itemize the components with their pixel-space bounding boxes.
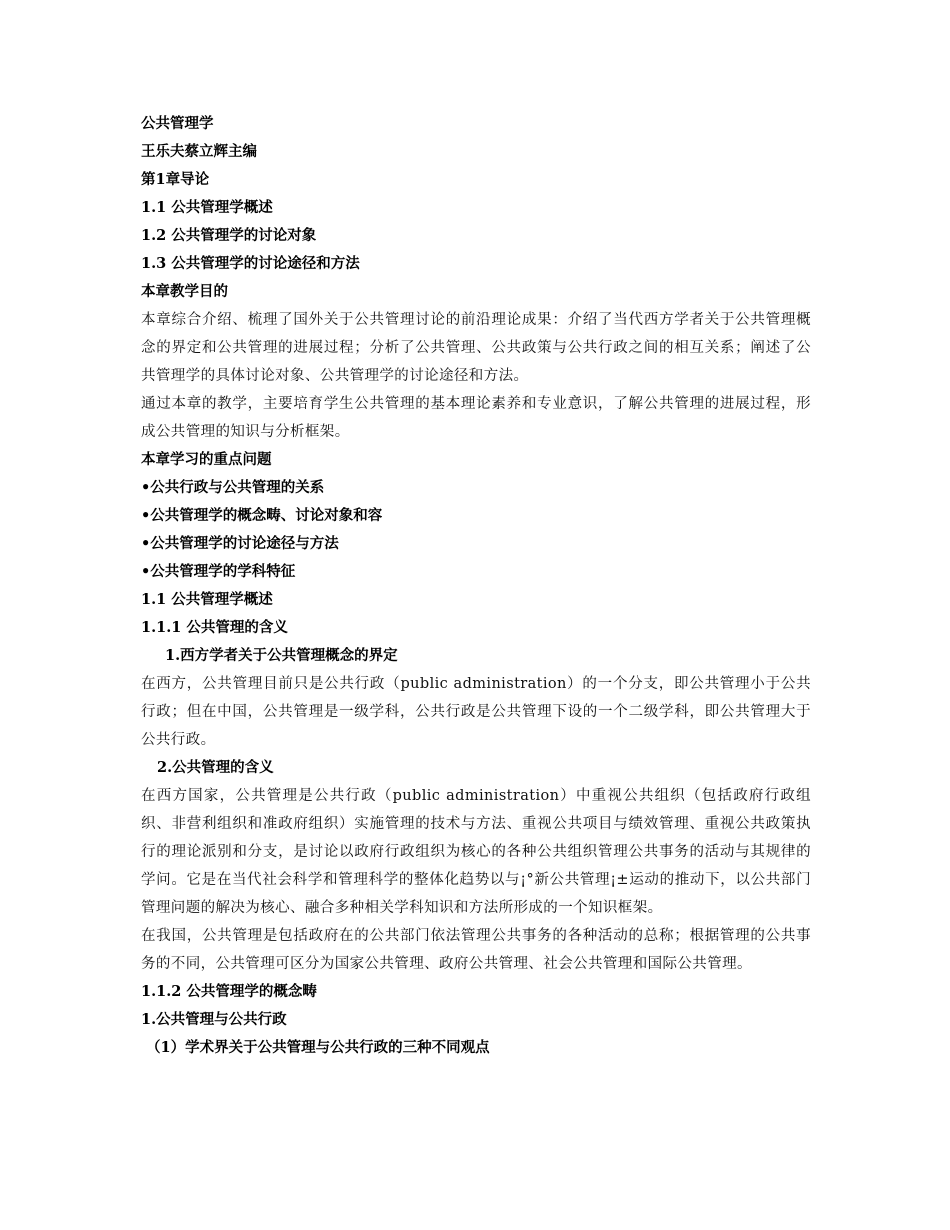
chapter-title: 第1章导论 — [141, 171, 210, 188]
objectives-heading: 本章教学目的 — [141, 283, 228, 300]
paragraph-china: 在我国，公共管理是包括政府在的公共部门依法管理公共事务的各种活动的总称；根据管理的公共事务的不同，公共管理可区分为国家公共管理、政府公共管理、社会公共管理和国际公共管理。 — [141, 928, 811, 972]
key-points-heading: 本章学习的重点问题 — [141, 451, 272, 468]
objectives-paragraph-1: 本章综合介绍、梳理了国外关于公共管理讨论的前沿理论成果：介绍了当代西方学者关于公共管理概念的界定和公共管理的进展过程；分析了公共管理、公共政策与公共行政之间的相互关系；阐述了公共管理学的具体讨论对象、公共管理学的讨论途径和方法。 — [141, 312, 811, 384]
toc-item: 1.3 公共管理学的讨论途径和方法 — [141, 255, 360, 272]
numbered-heading: 2.公共管理的含义 — [157, 759, 274, 776]
numbered-heading: 1.公共管理与公共行政 — [141, 1011, 287, 1028]
key-point: •公共行政与公共管理的关系 — [141, 479, 325, 496]
toc-item: 1.2 公共管理学的讨论对象 — [141, 227, 317, 244]
objectives-paragraph-2: 通过本章的教学，主要培育学生公共管理的基本理论素养和专业意识，了解公共管理的进展过程，形成公共管理的知识与分析框架。 — [141, 396, 811, 440]
subsection-heading: 1.1.1 公共管理的含义 — [141, 619, 288, 636]
key-point: •公共管理学的讨论途径与方法 — [141, 535, 339, 552]
section-heading: 1.1 公共管理学概述 — [141, 591, 273, 608]
book-title: 公共管理学 — [141, 115, 214, 132]
subsection-heading: 1.1.2 公共管理学的概念畴 — [141, 983, 317, 1000]
numbered-heading: 1.西方学者关于公共管理概念的界定 — [165, 647, 398, 664]
numbered-subheading: （1）学术界关于公共管理与公共行政的三种不同观点 — [146, 1039, 490, 1056]
toc-item: 1.1 公共管理学概述 — [141, 199, 273, 216]
key-point: •公共管理学的学科特征 — [141, 563, 296, 580]
book-authors: 王乐夫蔡立辉主编 — [141, 143, 257, 160]
document-body — [141, 110, 811, 1062]
paragraph-west: 在西方，公共管理目前只是公共行政（public administration）的一个分支，即公共管理小于公共行政；但在中国，公共管理是一级学科，公共行政是公共管理下设的一个二级学科，即公共管理大于公共行政。 — [141, 676, 811, 748]
key-point: •公共管理学的概念畴、讨论对象和容 — [141, 507, 383, 524]
paragraph-meaning: 在西方国家，公共管理是公共行政（public administration）中重视公共组织（包括政府行政组织、非营利组织和准政府组织）实施管理的技术与方法、重视公共项目与绩效管理、重视公共政策执行的理论派别和分支，是讨论以政府行政组织为核心的各种公共组织管理公共事务的活动与其规律的学问。它是在当代社会科学和管理科学的整体化趋势以与¡°新公共管理¡±运动的推动下，以公共部门管理问题的解决为核心、融合多种相关学科知识和方法所形成的一个知识框架。 — [141, 788, 811, 916]
